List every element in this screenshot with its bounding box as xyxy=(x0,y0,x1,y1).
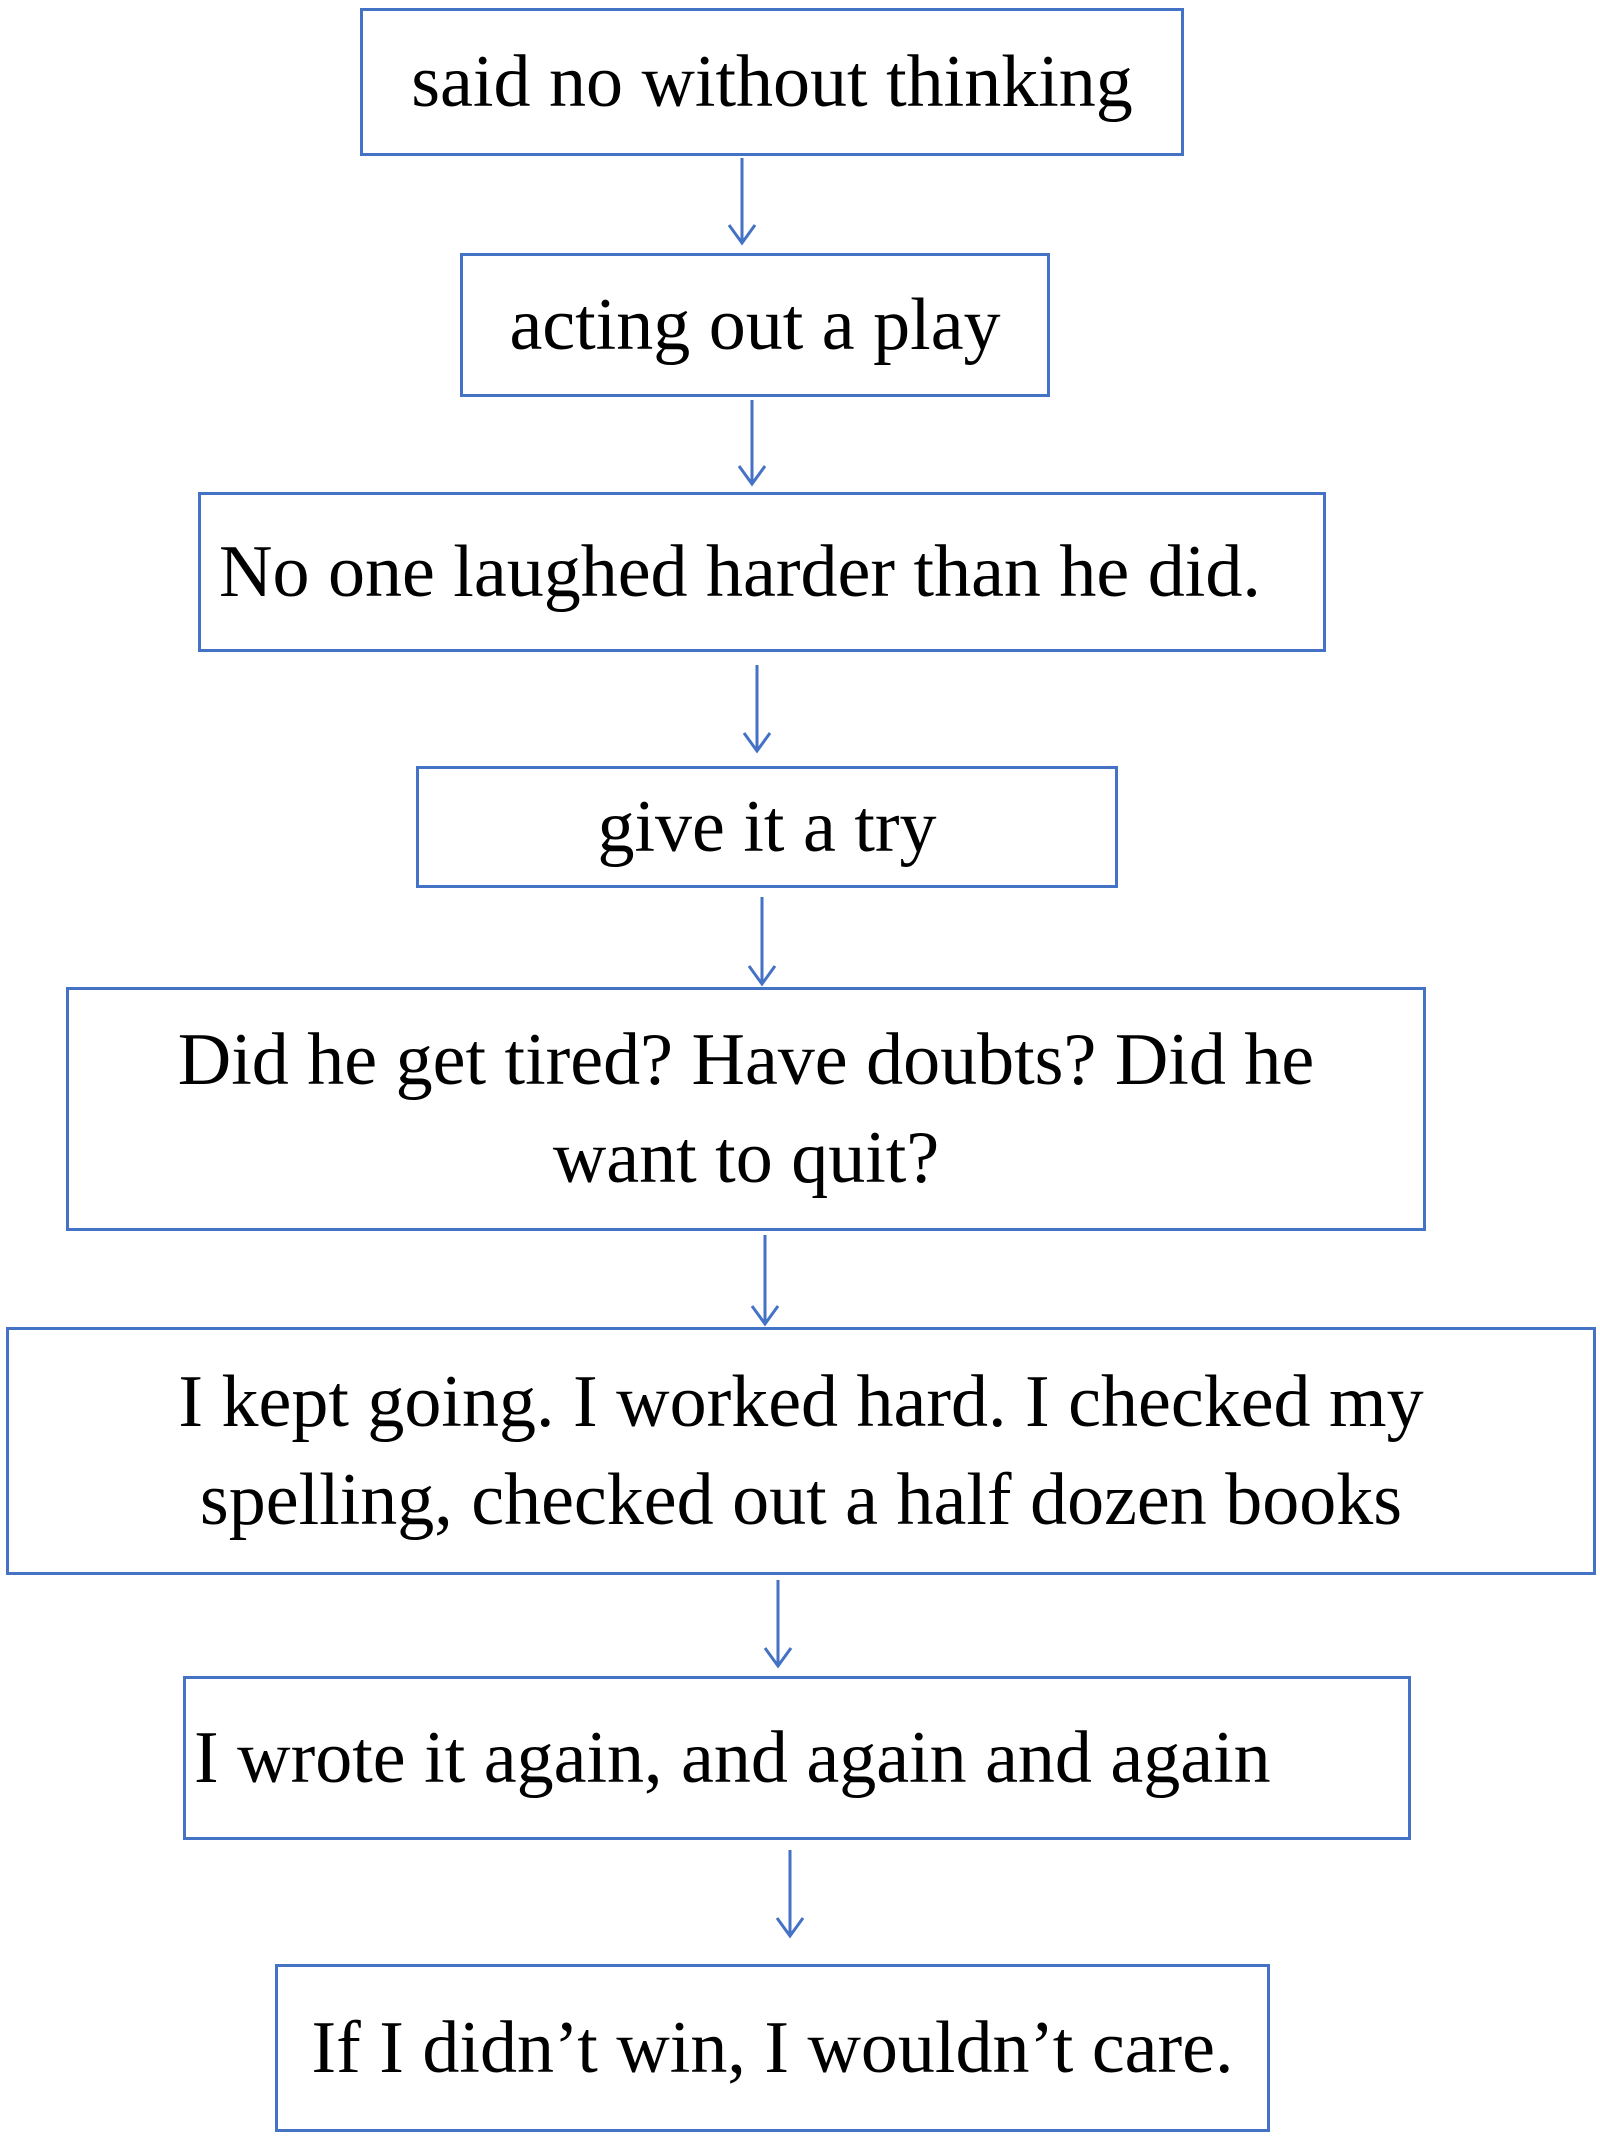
arrow-4-5 xyxy=(749,897,775,984)
arrow-5-6 xyxy=(752,1235,778,1324)
arrow-6-7 xyxy=(765,1580,791,1666)
step-text-2: acting out a play xyxy=(509,283,1001,366)
step-box-2 xyxy=(460,253,1050,397)
step-text-8: If I didn’t win, I wouldn’t care. xyxy=(311,2006,1234,2089)
arrow-7-8 xyxy=(777,1850,803,1936)
arrow-2-3 xyxy=(739,400,765,484)
arrow-1-2 xyxy=(729,158,755,243)
step-box-4 xyxy=(416,766,1118,888)
step-box-7 xyxy=(183,1676,1411,1840)
step-box-6 xyxy=(6,1327,1596,1575)
step-text-7: I wrote it again, and again and again xyxy=(194,1716,1271,1799)
step-text-3: No one laughed harder than he did. xyxy=(219,530,1261,613)
step-box-5 xyxy=(66,987,1426,1231)
arrow-3-4 xyxy=(744,665,770,751)
step-box-3 xyxy=(198,492,1326,652)
step-text-1: said no without thinking xyxy=(411,40,1133,123)
step-text-4: give it a try xyxy=(597,785,937,868)
step-text-5: Did he get tired? Have doubts? Did he want to quit? xyxy=(177,1018,1315,1199)
step-box-8 xyxy=(275,1964,1270,2132)
step-box-1 xyxy=(360,8,1184,156)
step-text-6: I kept going. I worked hard. I checked my spelling, checked out a half dozen books xyxy=(178,1360,1424,1541)
